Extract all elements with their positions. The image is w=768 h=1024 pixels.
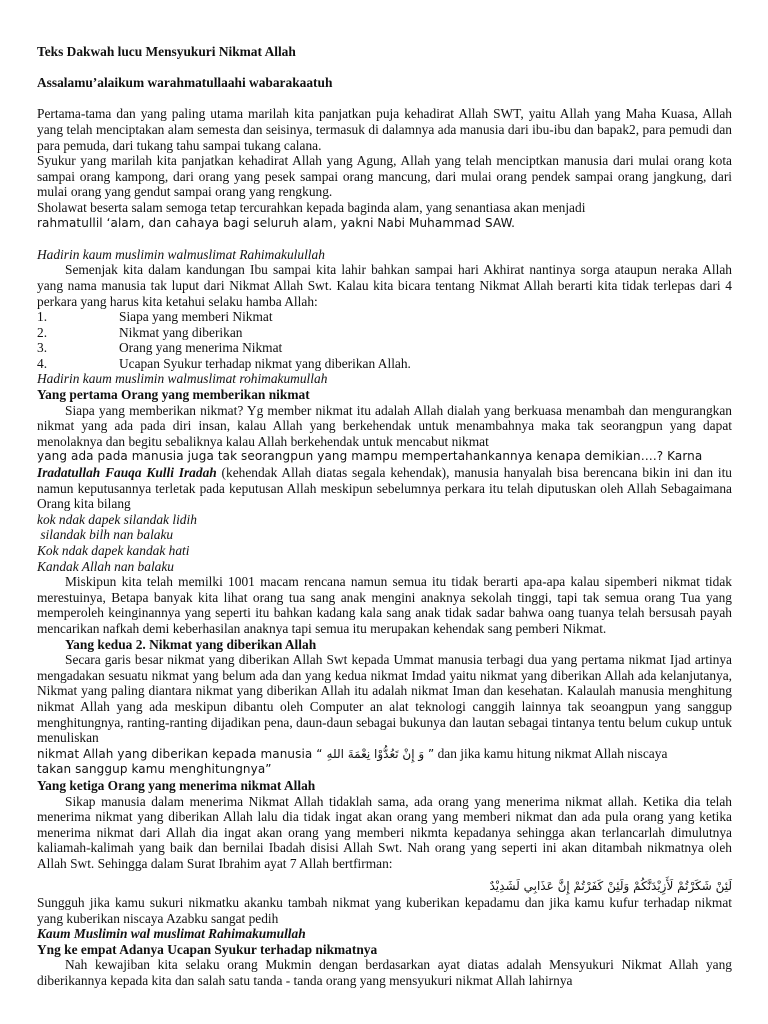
paragraph-kedua-end: takan sanggup kamu menghitungnya” [37, 762, 272, 777]
list-number: 4. [37, 355, 48, 371]
section-heading-kaum: Kaum Muslimin wal muslimat Rahimakumullah [37, 926, 306, 942]
section-heading-empat: Yng ke empat Adanya Ucapan Syukur terhadap nikmatnya [37, 941, 378, 957]
document-title: Teks Dakwah lucu Mensyukuri Nikmat Allah [37, 44, 296, 59]
paragraph-kedua: Secara garis besar nikmat yang diberikan Allah Swt kepada Ummat manusia terbagi dua yang pertama nikmat Ijad artinya mengadakan sesuatu nikmat yang belum ada dan yang kedua nikmat Imdad yaitu nikmat yang diberikan Allah ada kelanjutanya, Nikmat yang paling diantara nikmat yang diberikan Allah itu adalah nikmat Iman dan kesehatan. Kalaulah manusia menghitung nikmat Allah yang ada meskipun dibantu oleh Computer an alat teknologi canggih lainnya tak seoangpun yang sanggup menghitungnya, ranting-ranting dijadikan pena, daun-daun sebagai bukunya dan lautan sebagai tintanya tentu belum cukup untuk menuliskan [37, 652, 732, 746]
pantun-line: silandak bilh nan balaku [37, 527, 174, 543]
paragraph-kedua-text: dan jika kamu hitung nikmat Allah niscaya [434, 745, 668, 761]
list-text: Orang yang menerima Nikmat [119, 340, 283, 356]
list-item [37, 356, 732, 372]
ayat-ibrahim-7: لَئِنْ شَكَرْتُمْ لَأَزِيْدَنَّكُمْ وَلَئِنْ كَفَرْتُمْ إِنَّ عَذَابِي لَشَدِيْدٌ [489, 879, 732, 894]
paragraph-sholawat-end: rahmatullil ‘alam, dan cahaya bagi seluruh alam, yakni Nabi Muhammad SAW. [37, 215, 516, 230]
greeting: Assalamu’alaikum warahmatullaahi wabarakaatuh [37, 75, 333, 91]
paragraph-terjemah: Sungguh jika kamu sukuri nikmatku akanku tambah nikmat yang kuberikan kepadamu dan jika kamu kufur terhadap nikmat yang kuberikan niscaya Azabku sangat pedih [37, 895, 732, 926]
paragraph-pertama: Siapa yang memberikan nikmat? Yg member nikmat itu adalah Allah dialah yang berkuasa menambah dan mengurangkan nikmat yang ada pada diri insan, kalau Allah yang berkehendak untuk menambahnya maka tak seorangpun yang dapat menolaknya dan begitu sebaliknya kalau Allah berkehendak untuk mencabut nikmat [37, 402, 732, 449]
section-heading-ketiga: Yang ketiga Orang yang menerima nikmat Allah [37, 777, 316, 793]
list-number: 3. [37, 340, 48, 356]
paragraph-opening: Pertama-tama dan yang paling utama marilah kita panjatkan puja kehadirat Allah SWT, yaitu Allah yang Maha Kuasa, Allah yang telah menciptakan alam semesta dan seisinya, termasuk di dalamnya ada manusia dari ibu-ibu dan bapak2, para pemudi dan para pemuda, dari tukang tahu sampai tukang calana. [37, 106, 732, 153]
ayat-inline: nikmat Allah yang diberikan kepada manusia “ وَ إِنْ تَعُدُّوْا نِعْمَةَ اللهِ ” [37, 746, 435, 761]
pantun-line: Kok ndak dapek kandak hati [37, 543, 190, 558]
list-item [37, 325, 732, 341]
document-page [37, 44, 732, 989]
paragraph-rencana: Miskipun kita telah memilki 1001 macam rencana namun semua itu tidak berarti apa-apa kalau sipemberi nikmat tidak merestuinya, Betapa banyak kita lihat orang tua sang anak mengini anaknya sekolah tinggi, tapi tak semua orang Tua yang memperoleh keinginannya yang seperti itu bahkan kadang kala sang anak tidak sadar bahwa oang tuanya telah bersusah payah mencarikan nafkah demi keberhasilan anaknya tapi semua itu merupakan kehendak sang pemberi Nikmat. [37, 574, 732, 636]
paragraph-intro: Semenjak kita dalam kandungan Ibu sampai kita lahir bahkan sampai hari Akhirat nantinya sorga ataupun neraka Allah yang nama manusia tak luput dari Nikmat Allah Swt. Kalau kita bicara tentang Nikmat Allah berarti kita tidak terlepas dari 4 perkara yang harus kita ketahui selaku hamba Allah: [37, 262, 732, 309]
paragraph-pertama-line: yang ada pada manusia juga tak seorangpun yang mampu mempertahankannya kenapa demikian….? Karna [37, 449, 703, 464]
list-number: 2. [37, 324, 48, 340]
list-text: Nikmat yang diberikan [119, 324, 243, 340]
paragraph-ketiga: Sikap manusia dalam menerima Nikmat Allah tidaklah sama, ada orang yang menerima nikmat allah. Ketika dia telah menerima nikmat yang diberikan Allah lalu dia tidak ingat akan orang yang memberi nikmat dan ada pula orang yang ketika menerima nikmat dari Allah dia ingat akan orang yang memberi nikmta kepadanya sehingga akan terlancarlah dimulutnya kaliamah-kalimah yang baik dan bernilai Ibadah disisi Allah Swt. Nah orang yang seperti ini akan ditambah nikmatnya oleh Allah Swt. Sehingga dalam Surat Ibrahim ayat 7 Allah bertfirman: [37, 793, 732, 871]
pantun-line: kok ndak dapek silandak lidih [37, 511, 197, 527]
list-item [37, 340, 732, 356]
section-heading-hadirin: Hadirin kaum muslimin walmuslimat Rahimakulullah [37, 246, 325, 262]
iradah-phrase: Iradatullah Fauqa Kulli Iradah [37, 465, 217, 481]
list-item [37, 309, 732, 325]
list-number: 1. [37, 309, 48, 325]
section-heading-kedua: Yang kedua 2. Nikmat yang diberikan Allah [65, 636, 317, 652]
paragraph-kedua-ayat [37, 746, 732, 763]
paragraph-empat: Nah kewajiban kita selaku orang Mukmin dengan berdasarkan ayat diatas adalah Mensyukuri Nikmat Allah yang diberikannya kepada kita dan salah satu tanda - tanda orang yang mensyukuri nikmat Allah lahirnya [37, 957, 732, 989]
list-text: Siapa yang memberi Nikmat [119, 309, 273, 325]
pantun-line: Kandak Allah nan balaku [37, 558, 174, 574]
paragraph-pertama-cont [37, 465, 732, 512]
section-heading-pertama: Yang pertama Orang yang memberikan nikmat [37, 387, 310, 403]
section-heading-hadirin-2: Hadirin kaum muslimin walmuslimat rohimakumullah [37, 371, 328, 387]
list-text: Ucapan Syukur terhadap nikmat yang diberikan Allah. [119, 355, 411, 371]
paragraph-pertama-text: (kehendak Allah diatas segala kehendak), manusia hanyalah bisa berencana bikin ini dan itu namun keputusannya terletak pada keputusan Allah meskipun sebelumnya perkara itu telah diputuskan oleh Allah Sebagaimana Orang kita bilang [37, 465, 732, 512]
paragraph-sholawat: Sholawat beserta salam semoga tetap tercurahkan kepada baginda alam, yang senantiasa akan menjadi [37, 199, 586, 215]
paragraph-syukur: Syukur yang marilah kita panjatkan kehadirat Allah yang Agung, Allah yang telah menciptkan manusia dari mulai orang kota sampai orang kampong, dari orang yang pesek sampai orang mancung, dari mulai orang pendek sampai orang jangkung, dari mulai orang yang gendut sampai orang yang rengkung. [37, 153, 732, 200]
